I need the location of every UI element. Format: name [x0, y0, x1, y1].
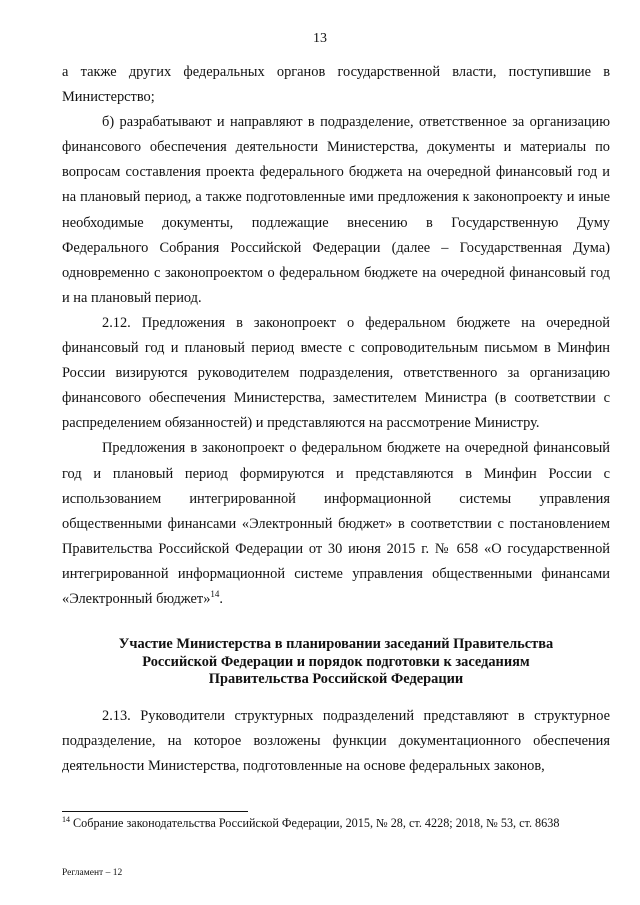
paragraph-proposals — [62, 436, 610, 612]
footnote-reference-tail: . — [219, 590, 223, 607]
paragraph-2-13: 2.13. Руководители структурных подразделений представляют в структурное подразделение, на которое возложены функции документационного обеспечения деятельности Министерства, подготовленные на основе федеральных законов, — [62, 707, 610, 774]
footnote — [62, 815, 610, 832]
footnote-reference: 14 — [210, 589, 220, 600]
footer-mark: Регламент – 12 — [62, 868, 123, 878]
section-heading-line-2: Российской Федерации и порядок подготовки к заседаниям — [142, 653, 530, 670]
section-heading-line-1: Участие Министерства в планировании заседаний Правительства — [118, 636, 554, 653]
paragraph-continuation: а также других федеральных органов государственной власти, поступившие в Министерство; — [62, 64, 610, 106]
footnote-divider — [62, 811, 248, 812]
paragraph-2-12: 2.12. Предложения в законопроект о федеральном бюджете на очередной финансовый год и плановый период вместе с сопроводительным письмом в Минфин России визируются руководителем подразделения, ответственного за организацию финансового обеспечения Министерства, заместителем Министра (в соответствии с распределением обязанностей) и представляются на рассмотрение Министру. — [62, 314, 610, 432]
paragraph-item-b: б) разрабатывают и направляют в подразделение, ответственное за организацию финансового обеспечения деятельности Министерства, документы и материалы по вопросам составления проекта федерального бюджета на очередной финансовый год и на плановый период, а также подготовленные ими предложения к законопроекту и иные необходимые документы, подлежащие внесению в Государственную Думу Федерального Собрания Российской Федерации (далее – Государственная Дума) одновременно с законопроектом о федеральном бюджете на очередной финансовый год и на плановый период. — [62, 114, 610, 306]
section-heading — [62, 636, 610, 689]
paragraph-proposals-text: Предложения в законопроект о федеральном бюджете на очередной финансовый год и плановый период формируются и представляются в Минфин России с использованием интегрированной информационной системы управления общественными финансами «Электронный бюджет» в соответствии с постановлением Правительства Российской Федерации от 30 июня 2015 г. № 658 «О государственной интегрированной информационной системе управления общественными финансами «Электронный бюджет» — [62, 440, 610, 607]
footnote-text: Собрание законодательства Российской Федерации, 2015, № 28, ст. 4228; 2018, № 53, ст. 8638 — [73, 816, 560, 830]
document-body — [62, 60, 610, 779]
section-heading-line-3: Правительства Российской Федерации — [208, 671, 464, 688]
page-number: 13 — [313, 31, 327, 46]
footnote-number: 14 — [62, 814, 70, 824]
